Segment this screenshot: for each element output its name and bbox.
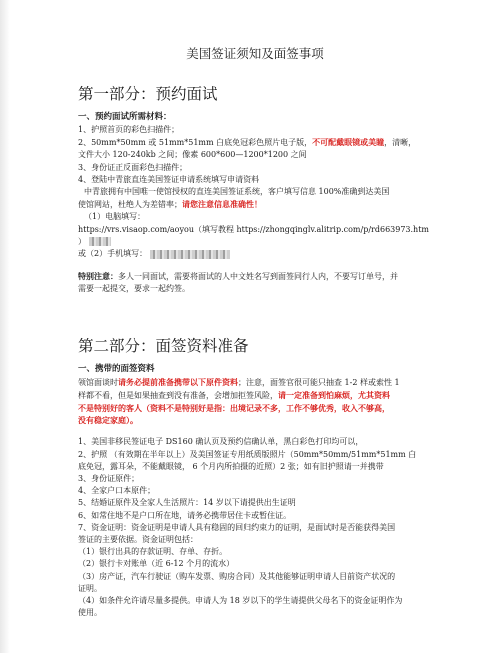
part1-item4-detail: [78, 186, 432, 198]
part1-item2-cont: 文件大小 120-240kb 之间；像素 600*600—1200*1200 之间: [78, 150, 307, 160]
part2-fund3: （3）房产证，汽车行驶证（购车发票、购房合同）及其他能够证明申请人目前资产状况的: [78, 571, 396, 581]
part2-intro-3: 不是特别好的客人（资料不是特别好是指：出境记录不多，工作不够优秀，收入不够高，: [78, 403, 390, 414]
intro-b: ；注意，面签官很可能只抽查 1-2 样或索性 1: [238, 377, 400, 387]
part1-accuracy-warning: 请您注意信息准确性！: [182, 199, 262, 210]
part2-intro-2: [78, 389, 432, 402]
part2-item2: 2、护照 （有效期在半年以上）及美国签证专用纸质版照片（50mm*50mm/51mm*51mm 白: [78, 449, 417, 459]
part1-note-cont: 需要一起提交，要求一起约签。: [78, 284, 190, 294]
part1-item2-tail: ，清晰，: [384, 138, 417, 148]
part1-item2: [78, 136, 432, 149]
part2-item7-cont: 签证的主要依据。资金证明包括：: [78, 535, 198, 545]
part2-item3: 3、身份证原件；: [78, 474, 140, 484]
note-label: 特别注意：: [78, 271, 118, 282]
redacted-qr-area: [150, 250, 230, 259]
part2-fund1: （1）银行出具的存款证明、存单、存折。: [78, 547, 228, 557]
part1-item4-detail-2: [78, 198, 432, 211]
part2-heading: 第二部分：面签资料准备: [78, 336, 249, 355]
part2-item7: 7、资金证明：资金证明是申请人具有稳固的回归约束力的证明，是面试时是否能获得美国: [78, 522, 396, 532]
document-title: 美国签证须知及面签事项: [186, 46, 324, 61]
part1-pc-link[interactable]: [78, 224, 432, 248]
part2-item2-cont: 底免冠，露耳朵，不能戴眼镜， 6 个月内所拍摄的近照）2 张；如有旧护照请一并携带: [78, 461, 384, 471]
part1-item2-warning: 不可配戴眼镜或美瞳: [312, 137, 385, 148]
part1-note: [78, 270, 432, 283]
part2-item1: 1、美国非移民签证电子 DS160 确认页及预约信确认单，黑白彩色打印均可以，: [78, 437, 364, 447]
part1-item3: 3、身份证正反面彩色扫描件；: [78, 162, 188, 172]
part1-item4: 4、登陆中青旅直连美国签证申请系统填写申请资料: [78, 174, 260, 184]
part2-fund2: （2）银行卡对账单（近 6-12 个月的流水）: [78, 559, 235, 569]
part2-intro: [78, 376, 432, 389]
intro-c: 样都不看，但是如果抽查到没有准备，会增加拒签风险，: [78, 390, 278, 400]
part1-mobile-line: [78, 248, 432, 260]
part1-item1: 1、护照首页的彩色扫描件；: [78, 125, 180, 134]
intro-a: 领馆面谈时: [78, 377, 118, 387]
part2-fund4-cont: 使用。: [78, 608, 102, 618]
page-edge-shadow: [0, 0, 10, 653]
note-text: 多人一同面试，需要将面试的人中文姓名写到面签同行人内，不要写订单号，并: [118, 272, 398, 282]
part1-heading: 第一部分：预约面试: [78, 85, 218, 103]
part1-pc-label: （1）电脑填写：: [84, 212, 146, 222]
intro-red1: 请务必提前准备携带以下原件资料: [118, 376, 238, 387]
redacted-mark: [89, 237, 111, 246]
mobile-label: 或（2）手机填写：: [78, 249, 148, 259]
part2-item4: 4、全家户口本原件；: [78, 486, 156, 496]
part1-subheading: 一、预约面试所需材料：: [78, 112, 172, 122]
intro-red2: 请一定准备到怕麻烦，尤其资料: [278, 389, 390, 400]
part1-item2-text: 2、50mm*50mm 或 51mm*51mm 白底免冠彩色照片电子版，: [78, 138, 313, 148]
part2-item5: 5、结婚证原件及全家人生活照片：14 岁以下请提供出生证明: [78, 498, 296, 508]
part2-subheading: 一、携带的面签资料: [78, 363, 155, 374]
part2-fund4: （4）如条件允许请尽量多提供。申请人为 18 岁以下的学生请提供父母名下的资金证明作为: [78, 596, 403, 606]
part2-item6: 6、如常住地不是户口所在地，请务必携带居住卡或暂住证。: [78, 510, 292, 520]
pc-link-text[interactable]: https://vrs.visaop.com/aoyou（填写教程 https://zhongqinglv.alitrip.com/p/rd663973.htm ）: [78, 224, 430, 246]
part1-item4-detail-b: 使馆网站，杜绝人为差错率；: [78, 200, 182, 210]
part2-intro-4: 没有稳定家庭）。: [78, 415, 138, 426]
part2-fund3-cont: 证明。: [78, 583, 102, 593]
part1-item4-detail-text: 中青旅拥有中国唯一使馆授权的直连美国签证系统，客户填写信息 100%准确到达美国: [84, 187, 390, 197]
